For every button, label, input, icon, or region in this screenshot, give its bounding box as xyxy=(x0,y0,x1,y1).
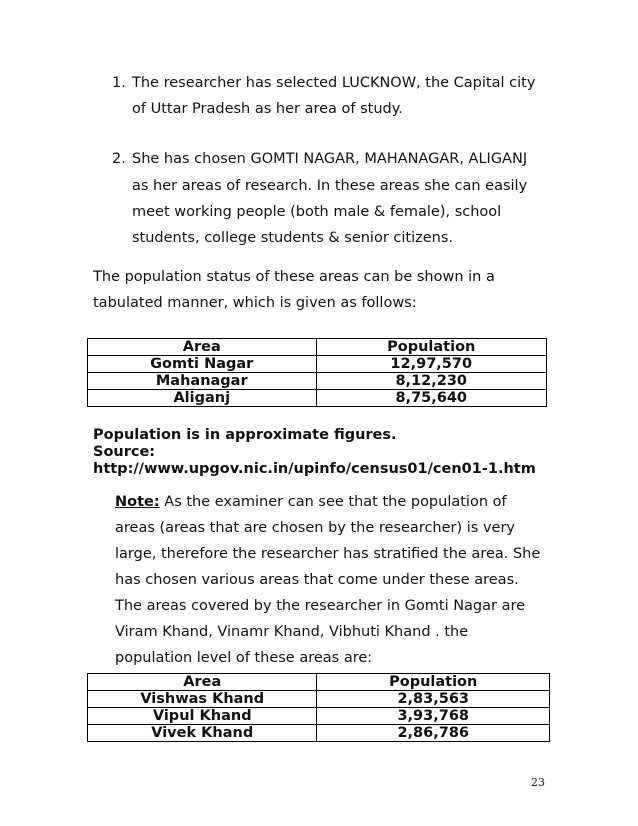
note-label: Note: xyxy=(115,494,160,510)
cell-population: 8,75,640 xyxy=(316,390,547,407)
list-line: students, college students & senior citizens. xyxy=(132,230,454,246)
note-line: areas (areas that are chosen by the researcher) is very xyxy=(115,520,515,536)
table-row xyxy=(88,691,550,708)
table-row xyxy=(88,708,550,725)
note-line: has chosen various areas that come under these areas. xyxy=(115,572,519,588)
intro-line: tabulated manner, which is given as follows: xyxy=(93,295,417,311)
table-row xyxy=(88,725,550,742)
note-line: large, therefore the researcher has stratified the area. She xyxy=(115,546,541,562)
cell-area: Vivek Khand xyxy=(88,725,317,742)
list-line: meet working people (both male & female), school xyxy=(132,204,502,220)
footnote-source-url: http://www.upgov.nic.in/upinfo/census01/cen01-1.htm xyxy=(93,461,536,477)
note-line: The areas covered by the researcher in Gomti Nagar are xyxy=(115,598,526,614)
cell-area: Aliganj xyxy=(88,390,317,407)
page-number: 23 xyxy=(531,776,545,789)
cell-area: Vipul Khand xyxy=(88,708,317,725)
header-area: Area xyxy=(88,339,317,356)
list-number: 2. xyxy=(112,151,126,167)
header-area: Area xyxy=(88,674,317,691)
header-population: Population xyxy=(317,674,550,691)
header-population: Population xyxy=(316,339,547,356)
population-table-2 xyxy=(87,673,550,742)
list-number: 1. xyxy=(112,75,126,91)
table-header-row xyxy=(88,339,547,356)
cell-population: 12,97,570 xyxy=(316,356,547,373)
cell-population: 8,12,230 xyxy=(316,373,547,390)
note-line: Viram Khand, Vinamr Khand, Vibhuti Khand . the xyxy=(115,624,469,640)
cell-population: 2,83,563 xyxy=(317,691,550,708)
note-first-text: As the examiner can see that the population of xyxy=(159,494,507,510)
cell-area: Gomti Nagar xyxy=(88,356,317,373)
list-line: The researcher has selected LUCKNOW, the Capital city xyxy=(132,75,536,91)
cell-area: Vishwas Khand xyxy=(88,691,317,708)
cell-population: 2,86,786 xyxy=(317,725,550,742)
note-first-line xyxy=(115,494,507,510)
list-line: She has chosen GOMTI NAGAR, MAHANAGAR, ALIGANJ xyxy=(132,151,528,167)
table-row xyxy=(88,356,547,373)
footnote-approx: Population is in approximate figures. xyxy=(93,427,397,443)
population-table-1 xyxy=(87,338,547,407)
list-line: of Uttar Pradesh as her area of study. xyxy=(132,101,403,117)
cell-area: Mahanagar xyxy=(88,373,317,390)
intro-line: The population status of these areas can be shown in a xyxy=(93,269,495,285)
list-line: as her areas of research. In these areas she can easily xyxy=(132,178,528,194)
table-row xyxy=(88,373,547,390)
table-header-row xyxy=(88,674,550,691)
cell-population: 3,93,768 xyxy=(317,708,550,725)
note-line: population level of these areas are: xyxy=(115,650,373,666)
table-row xyxy=(88,390,547,407)
footnote-source-label: Source: xyxy=(93,444,156,460)
